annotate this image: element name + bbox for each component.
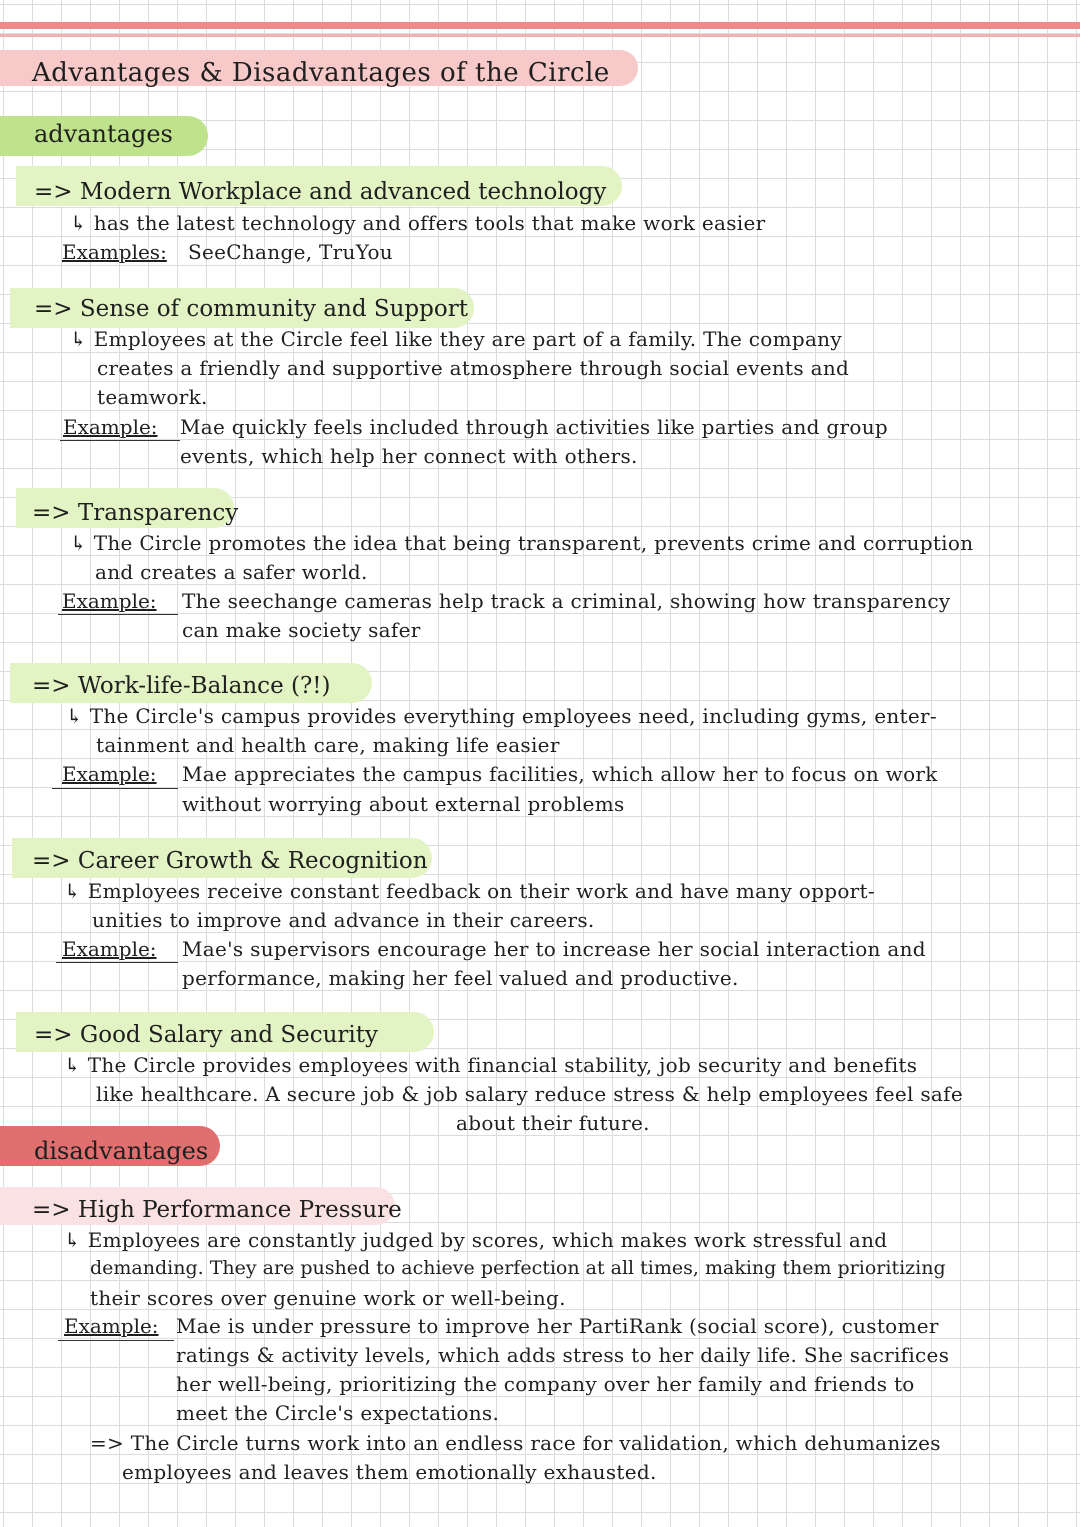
adv2-line-3: teamwork.	[97, 385, 208, 409]
adv3-example-1: The seechange cameras help track a criminal, showing how transparency	[182, 589, 951, 613]
adv4-example-label: Example:	[62, 762, 157, 786]
adv4-heading: => Work-life-Balance (?!)	[32, 673, 331, 699]
adv3-heading: => Transparency	[32, 500, 239, 526]
example-underline	[60, 440, 180, 441]
adv5-heading: => Career Growth & Recognition	[32, 848, 428, 874]
dis1-line-1: ↳ Employees are constantly judged by scores, which makes work stressful and	[64, 1228, 888, 1252]
example-underline	[58, 614, 178, 615]
adv3-example-label: Example:	[62, 589, 157, 613]
example-underline	[52, 788, 178, 789]
adv1-line: ↳ has the latest technology and offers tools that make work easier	[70, 211, 766, 235]
dis1-example-2: ratings & activity levels, which adds stress to her daily life. She sacrifices	[176, 1343, 950, 1367]
adv6-line-3: about their future.	[456, 1111, 650, 1135]
adv5-line-2: unities to improve and advance in their careers.	[92, 908, 595, 932]
adv2-example-2: events, which help her connect with others.	[180, 444, 638, 468]
page-title: Advantages & Disadvantages of the Circle	[32, 58, 610, 88]
adv1-heading: => Modern Workplace and advanced technology	[34, 179, 607, 205]
advantages-label: advantages	[34, 120, 173, 148]
example-underline	[58, 1340, 174, 1341]
adv4-example-1: Mae appreciates the campus facilities, which allow her to focus on work	[182, 762, 938, 786]
adv3-example-2: can make society safer	[182, 618, 421, 642]
dis1-example-1: Mae is under pressure to improve her PartiRank (social score), customer	[176, 1314, 939, 1338]
dis1-example-3: her well-being, prioritizing the company over her family and friends to	[176, 1372, 915, 1396]
dis1-line-2: demanding. They are pushed to achieve perfection at all times, making them prioritizing	[90, 1257, 946, 1279]
adv3-line-1: ↳ The Circle promotes the idea that being transparent, prevents crime and corruption	[70, 531, 974, 555]
adv5-example-2: performance, making her feel valued and productive.	[182, 966, 739, 990]
dis1-conclusion-1: => The Circle turns work into an endless race for validation, which dehumanizes	[90, 1431, 941, 1455]
dis1-conclusion-2: employees and leaves them emotionally exhausted.	[122, 1460, 657, 1484]
adv5-example-1: Mae's supervisors encourage her to increase her social interaction and	[182, 937, 926, 961]
adv6-line-1: ↳ The Circle provides employees with financial stability, job security and benefits	[64, 1053, 918, 1077]
header-rule	[0, 22, 1080, 29]
adv2-example-1: Mae quickly feels included through activities like parties and group	[180, 415, 889, 439]
adv4-line-1: ↳ The Circle's campus provides everything employees need, including gyms, enter-	[66, 704, 937, 728]
dis1-example-label: Example:	[64, 1314, 159, 1338]
header-rule-thin	[0, 34, 1080, 37]
adv3-line-2: and creates a safer world.	[95, 560, 368, 584]
adv5-line-1: ↳ Employees receive constant feedback on their work and have many opport-	[64, 879, 875, 903]
example-underline	[56, 962, 178, 963]
adv4-example-2: without worrying about external problems	[182, 792, 625, 816]
adv4-line-2: tainment and health care, making life easier	[96, 733, 560, 757]
adv6-heading: => Good Salary and Security	[34, 1022, 379, 1048]
adv6-line-2: like healthcare. A secure job & job salary reduce stress & help employees feel safe	[96, 1082, 963, 1106]
adv1-example: SeeChange, TruYou	[188, 240, 393, 264]
adv2-line-2: creates a friendly and supportive atmosphere through social events and	[97, 356, 850, 380]
adv2-heading: => Sense of community and Support	[34, 296, 468, 322]
dis1-line-3: their scores over genuine work or well-being.	[90, 1286, 566, 1310]
adv2-line-1: ↳ Employees at the Circle feel like they are part of a family. The company	[70, 327, 842, 351]
dis1-heading: => High Performance Pressure	[32, 1197, 402, 1223]
adv5-example-label: Example:	[62, 937, 157, 961]
disadvantages-label: disadvantages	[34, 1137, 209, 1165]
adv1-example-label: Examples:	[62, 240, 167, 264]
dis1-example-4: meet the Circle's expectations.	[176, 1401, 500, 1425]
adv2-example-label: Example:	[63, 415, 158, 439]
